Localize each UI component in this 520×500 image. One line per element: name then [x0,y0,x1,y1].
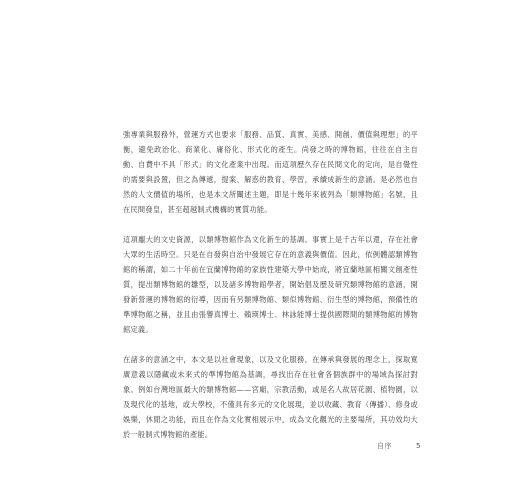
page-number: 5 [416,442,421,450]
body-text [123,127,418,442]
footer-section-title: 自序 [377,442,392,450]
page-footer [0,440,520,452]
paragraph-3: 在諸多的意涵之中，本文是以社會現象，以及文化服務，在傳承與發展的理念上，探取寬廣意義以隱藏或未來式的準博物館為基調，尋找出存在社會各個族群中的場域為探討對象。例如台灣地區最大的類博物館——宮廟，宗教活動，或是名人故居花園、植物園，以及現代化的基地，或大學校，不僅具有多元的文化展現，並以收藏、教育（傳播）、修身或娛樂，休閒之功能，而且在作為文化實相展示中，成為文化觀光的主要場所，其功效均大於一般制式博物館的產能。 [123,355,418,439]
paragraph-1: 強專業與服務外，營運方式也要求「服務、品質、真實、美感、開創、價值與理想」的平衡，避免政治化、商業化、庸俗化、形式化的產生。尚發之時的博物館，往往在自主自動、自費中不具「形式」的文化產業中出現。而這項歷久存在民間文化的定向，是自覺性的需要與設置，但之為傳遞，提案、解惑的教育、學習，承續成新生的意涵。是必然也自然的人文價值的場所，也是本文所闡述主題，即是十幾年來被列為「類博物館」名號，且在民間發皇，甚至超越制式機構的實質功能。 [123,130,418,214]
paragraph-2: 這項龐大的文史資源，以類博物館作為文化新生的基調。事實上是千古年以還，存在社會大眾的生活時空。只是在自發與自治中發展它存在的意義與價值。因此，依例體認類博物館的稱謂，如二十年前在宜蘭博物館的家族性建築大學中始成，將宜蘭地區相關文創產性質，提出類博物館的雛型，以及諸多博物館學者，開始倡及歷及研究類博物館的意涵，開發新營運的博物館的衍導，因而有另類博物館、類似博物館、衍生型的博物館，預備性的準博物館之稱，並且由張譽真博士、賴瑛博士、林詠能博士提供國際間的類博物館的博物館定義。 [123,235,418,334]
